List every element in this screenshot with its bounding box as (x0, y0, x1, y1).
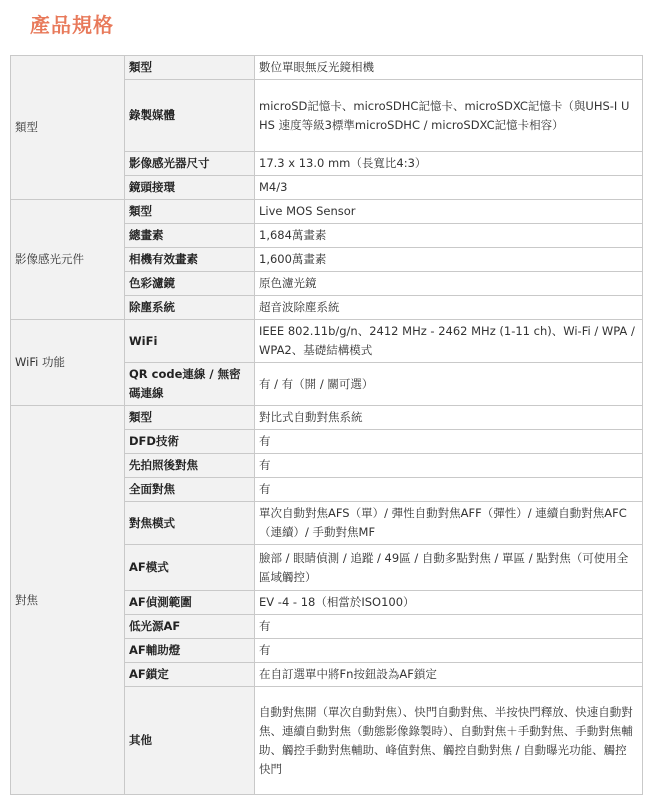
item-label: AF偵測範圍 (125, 591, 255, 615)
item-label: 影像感光器尺寸 (125, 152, 255, 176)
item-label: AF鎖定 (125, 663, 255, 687)
table-row (11, 56, 643, 80)
spec-table (10, 55, 643, 795)
item-value: 數位單眼無反光鏡相機 (255, 56, 643, 80)
item-label: 鏡頭接環 (125, 176, 255, 200)
item-label: 錄製媒體 (125, 80, 255, 152)
item-value: 有 (255, 615, 643, 639)
item-value: 在自訂選單中將Fn按鈕設為AF鎖定 (255, 663, 643, 687)
item-label: 對焦模式 (125, 502, 255, 545)
item-label: QR code連線 / 無密碼連線 (125, 363, 255, 406)
item-value: 17.3 x 13.0 mm（長寬比4:3） (255, 152, 643, 176)
item-value: M4/3 (255, 176, 643, 200)
category-cell: WiFi 功能 (11, 320, 125, 406)
item-value: 有 (255, 478, 643, 502)
item-value: 有 (255, 430, 643, 454)
item-label: 低光源AF (125, 615, 255, 639)
item-value: microSD記憶卡、microSDHC記憶卡、microSDXC記憶卡（與UHS-I UHS 速度等級3標準microSDHC / microSDXC記憶卡相容） (255, 80, 643, 152)
item-value: 有 (255, 639, 643, 663)
page-title: 產品規格 (30, 13, 114, 37)
item-label: 色彩濾鏡 (125, 272, 255, 296)
item-label: 相機有效畫素 (125, 248, 255, 272)
item-label: 類型 (125, 56, 255, 80)
item-value: IEEE 802.11b/g/n、2412 MHz - 2462 MHz (1-11 ch)、Wi-Fi / WPA / WPA2、基礎結構模式 (255, 320, 643, 363)
item-label: 全面對焦 (125, 478, 255, 502)
table-row (11, 320, 643, 363)
item-value: 單次自動對焦AFS（單）/ 彈性自動對焦AFF（彈性）/ 連續自動對焦AFC（連續）/ 手動對焦MF (255, 502, 643, 545)
item-label: 類型 (125, 406, 255, 430)
item-value: 自動對焦開（單次自動對焦）、快門自動對焦、半按快門釋放、快速自動對焦、連續自動對焦（動態影像錄製時）、自動對焦＋手動對焦、手動對焦輔助、觸控手動對焦輔助、峰值對焦、觸控自動對焦 / 自動曝光功能、觸控快門 (255, 687, 643, 795)
item-value: 有 / 有（開 / 關可選） (255, 363, 643, 406)
item-label: 先拍照後對焦 (125, 454, 255, 478)
item-value: 1,600萬畫素 (255, 248, 643, 272)
table-row (11, 406, 643, 430)
item-value: 對比式自動對焦系統 (255, 406, 643, 430)
item-value: 臉部 / 眼睛偵測 / 追蹤 / 49區 / 自動多點對焦 / 單區 / 點對焦（可使用全區域觸控） (255, 545, 643, 591)
category-cell: 對焦 (11, 406, 125, 795)
item-value: EV -4 - 18（相當於ISO100） (255, 591, 643, 615)
item-value: 原色濾光鏡 (255, 272, 643, 296)
category-cell: 影像感光元件 (11, 200, 125, 320)
category-cell: 類型 (11, 56, 125, 200)
item-label: 總畫素 (125, 224, 255, 248)
table-row (11, 200, 643, 224)
item-label: AF模式 (125, 545, 255, 591)
item-label: 其他 (125, 687, 255, 795)
item-label: DFD技術 (125, 430, 255, 454)
item-label: 除塵系統 (125, 296, 255, 320)
item-value: 1,684萬畫素 (255, 224, 643, 248)
item-label: WiFi (125, 320, 255, 363)
item-value: 有 (255, 454, 643, 478)
item-label: 類型 (125, 200, 255, 224)
item-label: AF輔助燈 (125, 639, 255, 663)
item-value: Live MOS Sensor (255, 200, 643, 224)
item-value: 超音波除塵系統 (255, 296, 643, 320)
